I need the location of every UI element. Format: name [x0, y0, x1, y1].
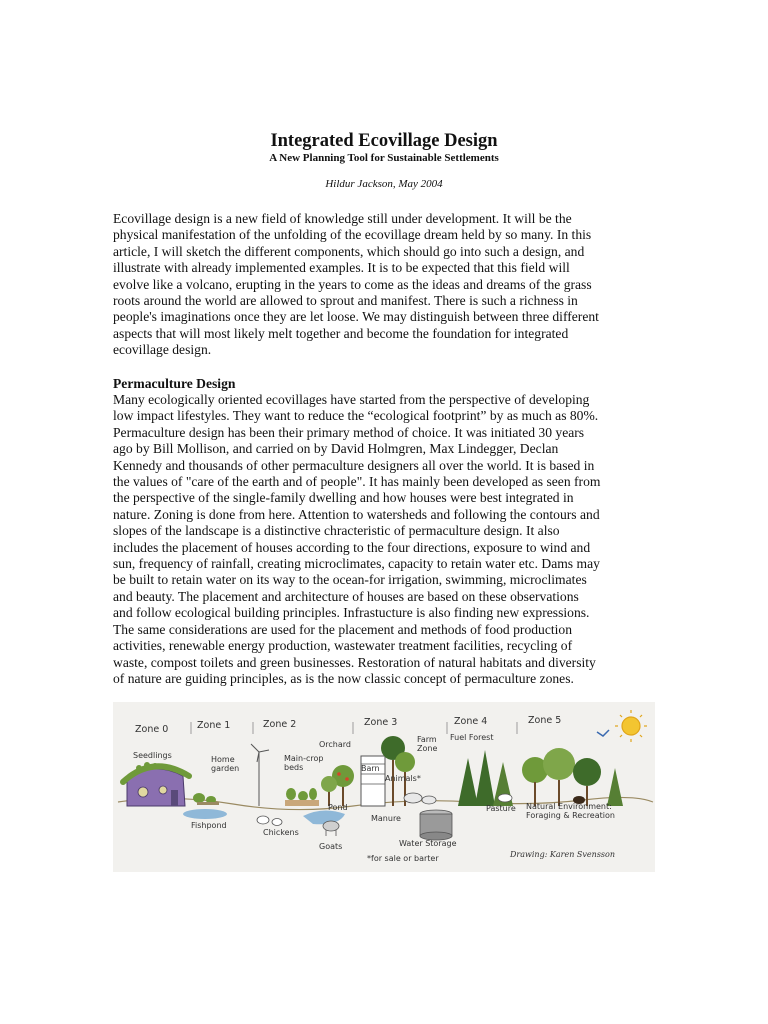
pond-icon [303, 810, 345, 824]
wind-turbine-icon [251, 744, 269, 806]
water-storage-icon [420, 810, 452, 840]
text-line: sun, frequency of rainfall, creating microclimates, capacity to retain water etc. Dams may [113, 556, 600, 572]
zone-5-label: Zone 5 [528, 715, 562, 726]
text-line: ago by Bill Mollison, and carried on by David Holmgren, Max Lindegger, Declan [113, 441, 559, 457]
text-line: illustrate with already implemented examples. It is to be expected that this field will [113, 260, 570, 276]
natural-environment-label: Natural Environment: Foraging & Recreation [526, 802, 615, 820]
pond-label: Pond [328, 803, 348, 812]
text-line: physical manifestation of the unfolding of the ecovillage dream held by so many. In this [113, 227, 592, 243]
home-garden-icon [193, 793, 219, 805]
fishpond-icon [183, 809, 227, 819]
fuel-forest-label: Fuel Forest [450, 733, 494, 742]
zone-0-label: Zone 0 [135, 724, 169, 735]
text-line: be built to retain water on its way to the ocean-for irrigation, swimming, microclimates [113, 572, 587, 588]
seedlings-label: Seedlings [133, 751, 172, 760]
zone-3-label: Zone 3 [364, 717, 398, 728]
text-line: aspects that will most likely melt together and become the foundation for integrated [113, 325, 569, 341]
animals-label: Animals* [385, 774, 421, 783]
orchard-label: Orchard [319, 740, 352, 749]
house-icon [123, 766, 189, 806]
section-paragraph [113, 392, 655, 687]
bird-icon [597, 730, 609, 736]
text-line: article, I will sketch the different components, which should go into such a design, and [113, 243, 585, 259]
text-line: activities, renewable energy production, wastewater treatment facilities, recycling of [113, 638, 573, 654]
home-garden-label: Home garden [211, 755, 240, 773]
for-sale-footnote: *for sale or barter [367, 854, 439, 863]
text-line: includes the placement of houses according to the four directions, exposure to wind and [113, 539, 591, 555]
text-line: people's imaginations once they are let loose. We may distinguish between three different [113, 309, 599, 325]
text-line: and follow ecological building principles. Infrastucture is also finding new expressions. [113, 605, 590, 621]
fishpond-label: Fishpond [191, 821, 227, 830]
text-line: evolve like a volcano, erupting in the years to come as the ideas and dreams of the grass [113, 276, 592, 292]
main-crop-beds-label: Main-crop beds [284, 754, 324, 772]
pasture-animal-icon [498, 794, 512, 802]
text-line: waste, compost toilets and green businesses. Restoration of natural habitats and diversity [113, 654, 596, 670]
text-line: The same considerations are used for the placement and methods of food production [113, 621, 573, 637]
barn-label: Barn [361, 764, 380, 773]
animals-icon [404, 793, 436, 804]
water-storage-label: Water Storage [399, 839, 457, 848]
text-line: slopes of the landscape is a distinctive chracteristic of permaculture design. It also [113, 523, 560, 539]
drawing-credit: Drawing: Karen Svensson [510, 850, 615, 859]
text-line: Kennedy and thousands of other permaculture designers all over the world. It is based in [113, 457, 595, 473]
text-line: low impact lifestyles. They want to reduce the “ecological footprint” by as much as 80%. [113, 408, 599, 424]
text-line: Ecovillage design is a new field of knowledge still under development. It will be the [113, 211, 572, 226]
goats-icon [323, 821, 339, 836]
text-line: ecovillage design. [113, 342, 212, 358]
permaculture-zones-drawing [113, 702, 655, 872]
goats-label: Goats [319, 842, 343, 851]
chickens-label: Chickens [263, 828, 299, 837]
manure-label: Manure [371, 814, 401, 823]
main-crop-beds-icon [285, 788, 319, 806]
text-line: of nature are guiding principles, as is the now classic concept of permaculture zones. [113, 670, 574, 686]
chickens-icon [257, 816, 282, 826]
zone-2-label: Zone 2 [263, 719, 297, 730]
section-heading: Permaculture Design [113, 376, 236, 391]
text-line: Many ecologically oriented ecovillages have started from the perspective of developing [113, 392, 590, 407]
pasture-label: Pasture [486, 804, 516, 813]
zone-4-label: Zone 4 [454, 716, 488, 727]
text-line: the values of "care of the earth and of people". It has mainly been developed as seen from [113, 474, 601, 490]
text-line: Permaculture design has been their primary method of choice. It was initiated 30 years [113, 424, 585, 440]
text-line: the perspective of the single-family dwelling and how houses were best integrated in [113, 490, 574, 506]
author-byline: Hildur Jackson, May 2004 [325, 178, 443, 190]
text-line: nature. Zoning is done from here. Attention to watersheds and following the contours and [113, 506, 600, 522]
document-title: Integrated Ecovillage Design [270, 131, 498, 151]
document-subtitle: A New Planning Tool for Sustainable Settlements [269, 152, 499, 164]
farm-zone-label: Farm Zone [417, 735, 438, 753]
sun-icon [615, 710, 647, 742]
text-line: and beauty. The placement and architecture of houses are based on these observations [113, 588, 579, 604]
text-line: roots around the world are allowed to sprout and manifest. There is such a richness in [113, 293, 578, 309]
zone-1-label: Zone 1 [197, 720, 231, 731]
orchard-icon [321, 765, 354, 806]
intro-paragraph [113, 211, 655, 359]
